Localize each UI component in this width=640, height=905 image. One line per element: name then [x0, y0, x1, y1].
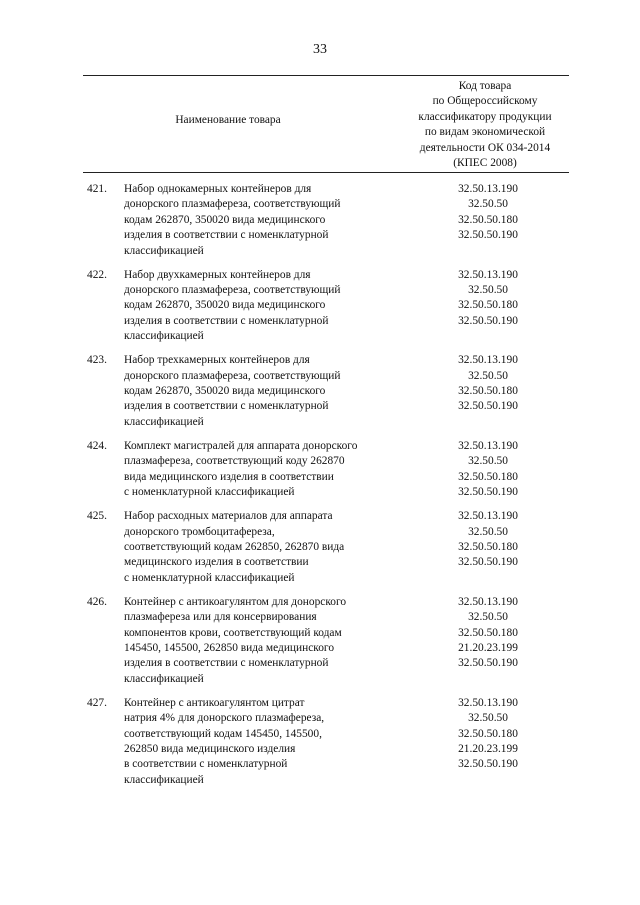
product-code: 32.50.50.180 [458, 470, 518, 483]
product-code: 32.50.13.190 [458, 354, 518, 367]
product-name-line: Комплект магистралей для аппарата донорского [124, 439, 358, 452]
product-name-line: компонентов крови, соответствующий кодам [124, 626, 342, 639]
header-product-name: Наименование товара [175, 114, 281, 126]
table-row [83, 595, 569, 687]
row-product-name [124, 182, 404, 259]
product-code: 32.50.50.180 [458, 727, 518, 740]
product-name-line: изделия в соответствии с номенклатурной [124, 657, 329, 670]
product-code: 32.50.50.180 [458, 540, 518, 553]
row-product-codes [438, 353, 538, 415]
product-code: 32.50.50.190 [458, 657, 518, 670]
row-number: 424. [87, 439, 107, 452]
product-name-line: с номенклатурной классификацией [124, 486, 295, 499]
product-code: 32.50.50.180 [458, 385, 518, 398]
table-row [83, 353, 569, 430]
product-name-line: медицинского изделия в соответствии [124, 556, 309, 569]
product-name-line: Набор расходных материалов для аппарата [124, 510, 333, 523]
row-product-name [124, 595, 404, 687]
product-name-line: изделия в соответствии с номенклатурной [124, 314, 329, 327]
product-name-line: натрия 4% для донорского плазмафереза, [124, 712, 325, 725]
product-name-line: Набор однокамерных контейнеров для [124, 183, 312, 195]
table-row [83, 268, 569, 345]
header-code-line: Код товара [458, 80, 512, 92]
product-name-line: вида медицинского изделия в соответствии [124, 470, 334, 483]
product-name-line: кодам 262870, 350020 вида медицинского [124, 213, 326, 226]
header-code-line: (КПЕС 2008) [453, 157, 517, 170]
product-name-line: кодам 262870, 350020 вида медицинского [124, 385, 326, 398]
table-row [83, 439, 569, 501]
product-name-line: Контейнер с антикоагулянтом для донорского [124, 595, 347, 608]
header-code-line: по видам экономической [424, 126, 546, 139]
table-header [83, 75, 569, 173]
product-code: 32.50.50.190 [458, 556, 518, 569]
row-product-codes [438, 439, 538, 501]
product-name-line: соответствующий кодам 145450, 145500, [124, 727, 322, 740]
product-name-line: Набор трехкамерных контейнеров для [124, 354, 310, 367]
product-code: 32.50.50.190 [458, 758, 518, 771]
header-code-line: деятельности ОК 034-2014 [419, 141, 551, 154]
product-code: 32.50.13.190 [458, 268, 518, 281]
product-code: 32.50.50.190 [458, 400, 518, 413]
product-name-line: с номенклатурной классификацией [124, 571, 295, 584]
table-row [83, 182, 569, 259]
row-product-codes [438, 268, 538, 330]
product-code: 32.50.50 [468, 611, 508, 624]
product-code: 32.50.13.190 [458, 595, 518, 608]
row-number: 426. [87, 595, 107, 608]
product-code: 32.50.50.180 [458, 626, 518, 639]
product-name-line: плазмафереза, соответствующий коду 262870 [124, 455, 345, 468]
row-product-name [124, 439, 404, 501]
row-product-name [124, 509, 404, 586]
row-product-name [124, 353, 404, 430]
product-name-line: соответствующий кодам 262850, 262870 вида [124, 540, 345, 553]
product-name-line: донорского плазмафереза, соответствующий [124, 369, 341, 382]
product-code: 32.50.50.180 [458, 213, 518, 226]
product-name-line: классификацией [124, 415, 204, 428]
row-number: 427. [87, 696, 107, 709]
product-name-line: в соответствии с номенклатурной [124, 758, 288, 771]
row-product-codes [438, 595, 538, 672]
product-name-line: изделия в соответствии с номенклатурной [124, 400, 329, 413]
product-code: 32.50.13.190 [458, 510, 518, 523]
product-code: 21.20.23.199 [458, 641, 518, 654]
product-name-line: классификацией [124, 773, 204, 786]
product-name-line: 145450, 145500, 262850 вида медицинского [124, 641, 335, 654]
product-name-line: изделия в соответствии с номенклатурной [124, 229, 329, 242]
product-name-line: донорского плазмафереза, соответствующий [124, 284, 341, 297]
product-name-line: Набор двухкамерных контейнеров для [124, 268, 311, 281]
row-product-name [124, 268, 404, 345]
product-name-line: Контейнер с антикоагулянтом цитрат [124, 696, 305, 709]
row-product-codes [438, 509, 538, 571]
row-number: 425. [87, 510, 107, 523]
product-code: 32.50.50 [468, 455, 508, 468]
row-number: 421. [87, 183, 107, 195]
header-code-line: классификатору продукции [418, 110, 552, 123]
product-code: 32.50.50 [468, 712, 508, 725]
product-name-line: 262850 вида медицинского изделия [124, 742, 296, 755]
product-code: 32.50.50 [468, 198, 508, 211]
product-code: 32.50.13.190 [458, 696, 518, 709]
table-body [83, 182, 569, 797]
product-name-line: классификацией [124, 330, 204, 343]
row-product-codes [438, 182, 538, 244]
product-name-line: классификацией [124, 672, 204, 685]
product-name-line: донорского плазмафереза, соответствующий [124, 198, 341, 211]
row-product-codes [438, 696, 538, 773]
row-number: 423. [87, 354, 107, 367]
product-code: 32.50.13.190 [458, 183, 518, 195]
product-code: 32.50.50 [468, 284, 508, 297]
product-code: 21.20.23.199 [458, 742, 518, 755]
product-code: 32.50.50.190 [458, 314, 518, 327]
row-number: 422. [87, 268, 107, 281]
product-code: 32.50.13.190 [458, 439, 518, 452]
table-row [83, 509, 569, 586]
product-name-line: плазмафереза или для консервирования [124, 611, 317, 624]
product-name-line: кодам 262870, 350020 вида медицинского [124, 299, 326, 312]
product-code: 32.50.50.190 [458, 229, 518, 242]
row-product-name [124, 696, 404, 788]
header-code-line: по Общероссийскому [432, 95, 538, 108]
page-number: 33 [313, 42, 327, 57]
product-code: 32.50.50 [468, 525, 508, 538]
table-row [83, 696, 569, 788]
product-name-line: классификацией [124, 244, 204, 257]
product-code: 32.50.50.190 [458, 486, 518, 499]
header-product-code [401, 79, 569, 171]
product-name-line: донорского тромбоцитафереза, [124, 525, 275, 538]
product-code: 32.50.50 [468, 369, 508, 382]
product-code: 32.50.50.180 [458, 299, 518, 312]
